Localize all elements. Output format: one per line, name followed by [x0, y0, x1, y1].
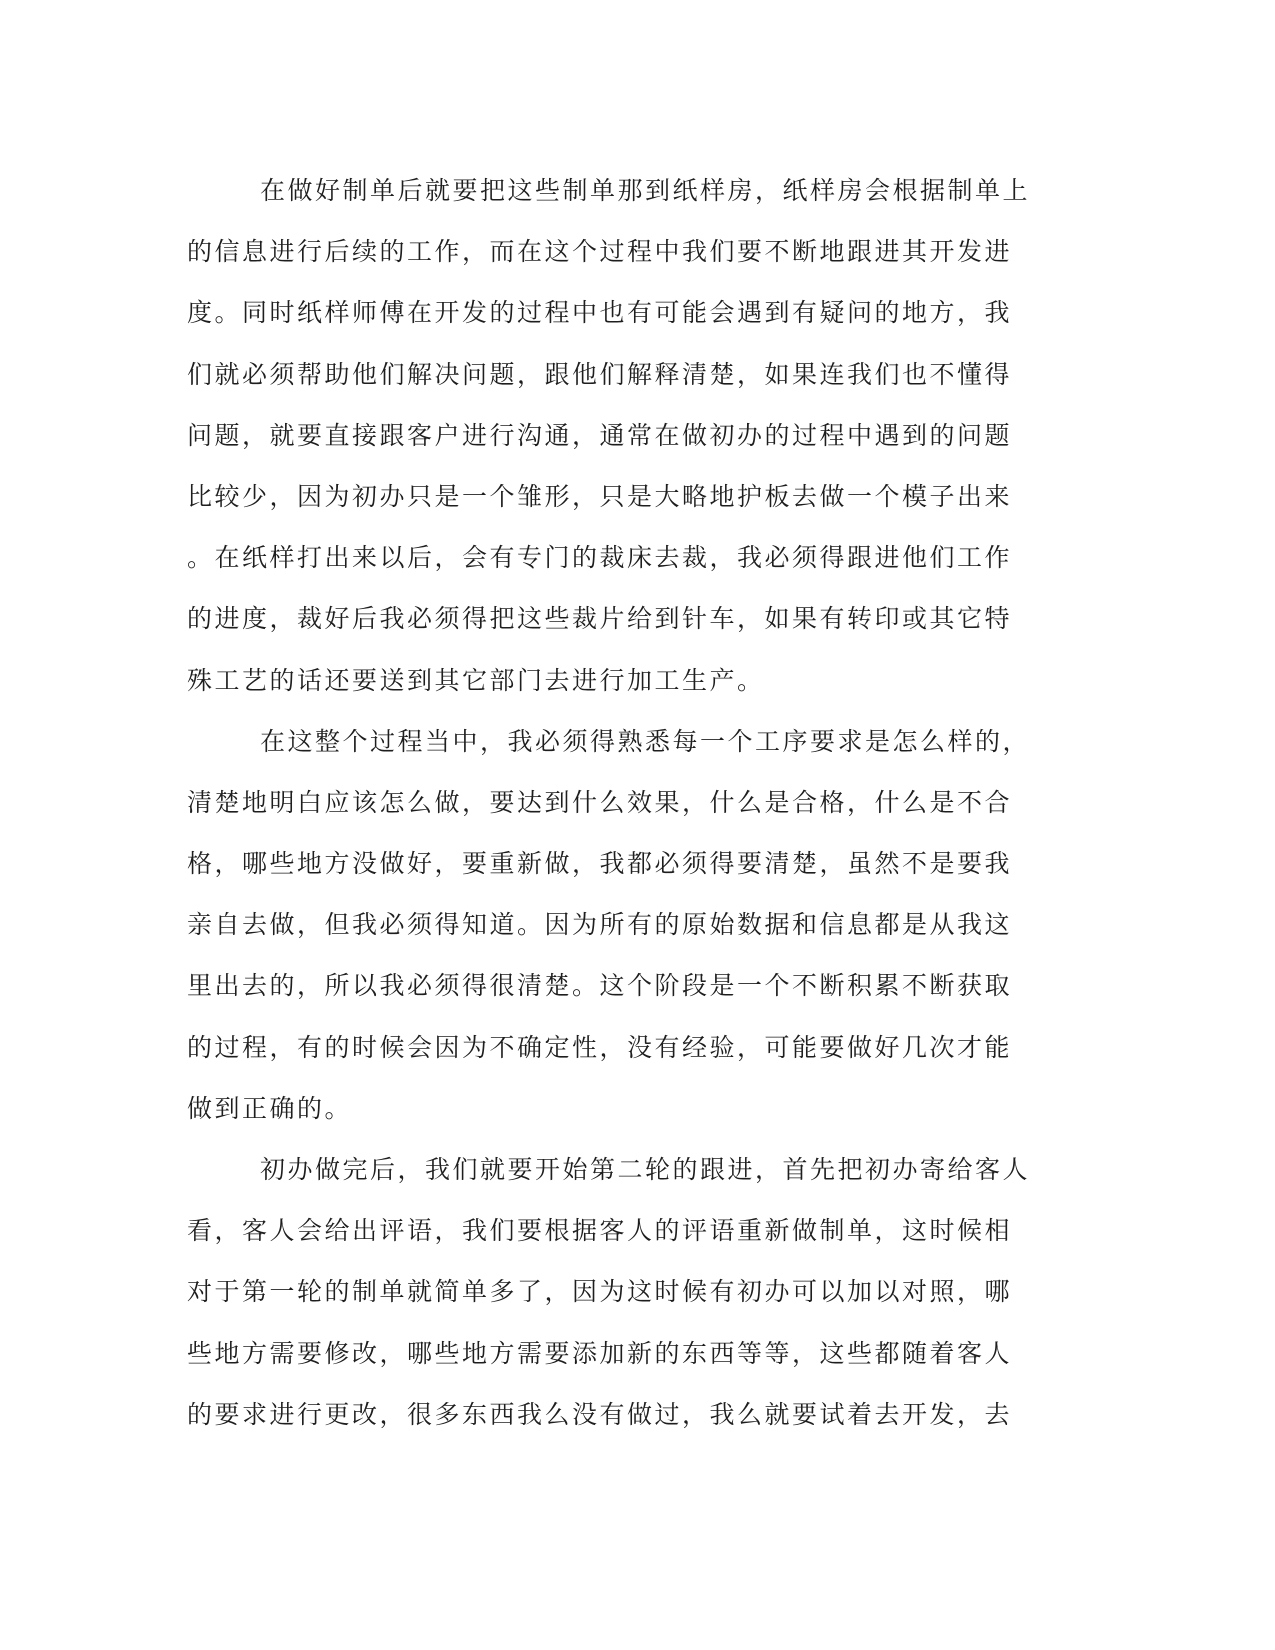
paragraph-1-line: 的进度，裁好后我必须得把这些裁片给到针车，如果有转印或其它特: [187, 604, 1013, 634]
paragraph-1-line: 。在纸样打出来以后，会有专门的裁床去裁，我必须得跟进他们工作: [187, 543, 1013, 573]
paragraph-2-line: 在这整个过程当中，我必须得熟悉每一个工序要求是怎么样的，: [260, 726, 1031, 756]
paragraph-2-line: 的过程，有的时候会因为不确定性，没有经验，可能要做好几次才能: [187, 1032, 1013, 1062]
paragraph-1-line: 的信息进行后续的工作，而在这个过程中我们要不断地跟进其开发进: [187, 237, 1013, 267]
paragraph-1-line: 在做好制单后就要把这些制单那到纸样房，纸样房会根据制单上: [260, 176, 1031, 205]
paragraph-1-line: 们就必须帮助他们解决问题，跟他们解释清楚，如果连我们也不懂得: [187, 359, 1013, 389]
paragraph-2-line: 做到正确的。: [187, 1093, 353, 1123]
paragraph-3-line: 的要求进行更改，很多东西我么没有做过，我么就要试着去开发，去: [187, 1399, 1013, 1429]
paragraph-2-line: 亲自去做，但我必须得知道。因为所有的原始数据和信息都是从我这: [187, 910, 1013, 940]
paragraph-3-line: 看，客人会给出评语，我们要根据客人的评语重新做制单，这时候相: [187, 1216, 1013, 1246]
body-text: [187, 160, 1077, 1445]
paragraph-3-line: 些地方需要修改，哪些地方需要添加新的东西等等，这些都随着客人: [187, 1338, 1013, 1368]
paragraph-2-line: 格，哪些地方没做好，要重新做，我都必须得要清楚，虽然不是要我: [187, 849, 1013, 879]
paragraph-1-line: 殊工艺的话还要送到其它部门去进行加工生产。: [187, 665, 765, 695]
paragraph-1-line: 问题，就要直接跟客户进行沟通，通常在做初办的过程中遇到的问题: [187, 420, 1013, 450]
paragraph-3-line: 初办做完后，我们就要开始第二轮的跟进，首先把初办寄给客人: [260, 1155, 1031, 1184]
paragraph-2-line: 里出去的，所以我必须得很清楚。这个阶段是一个不断积累不断获取: [187, 971, 1013, 1001]
paragraph-1-line: 度。同时纸样师傅在开发的过程中也有可能会遇到有疑问的地方，我: [187, 298, 1013, 328]
paragraph-2-line: 清楚地明白应该怎么做，要达到什么效果，什么是合格，什么是不合: [187, 787, 1013, 817]
paragraph-3-line: 对于第一轮的制单就简单多了，因为这时候有初办可以加以对照，哪: [187, 1277, 1013, 1307]
paragraph-1-line: 比较少，因为初办只是一个雏形，只是大略地护板去做一个模子出来: [187, 481, 1013, 511]
